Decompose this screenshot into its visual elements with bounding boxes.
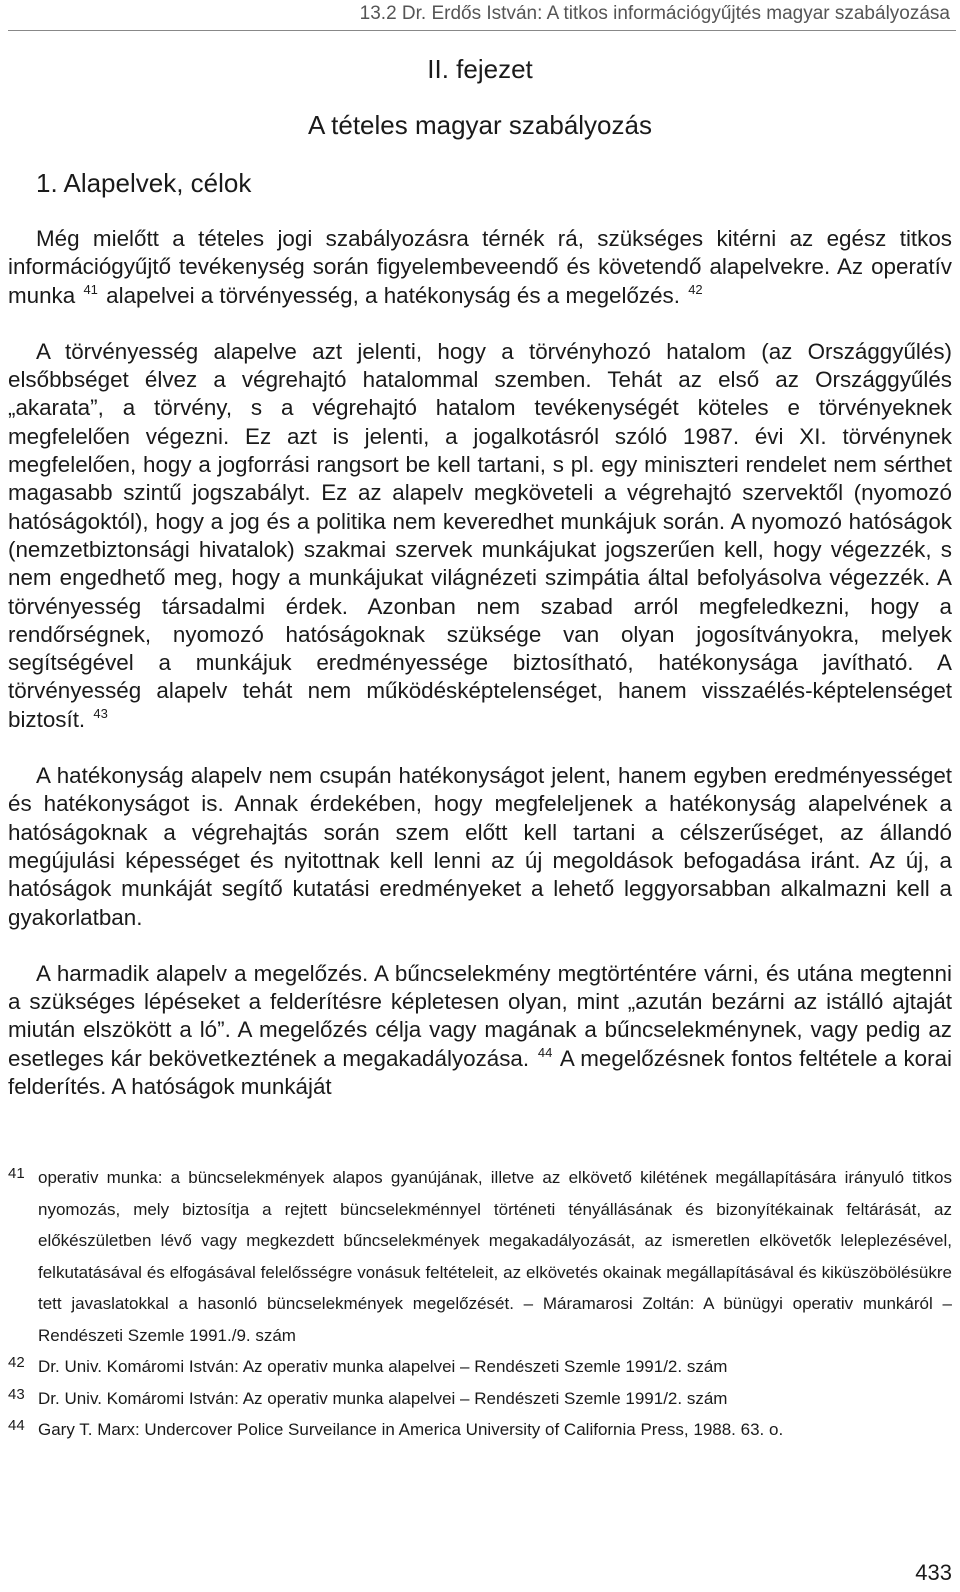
footnote	[8, 1414, 952, 1446]
paragraph-text: A megelőzésnek fontos feltétele a korai felderítés. A hatóságok munkáját	[8, 1045, 952, 1100]
footnote-ref[interactable]: 43	[93, 705, 108, 721]
footnote-text: Gary T. Marx: Undercover Police Surveilance in America University of California Press, 1988. 63. o.	[38, 1420, 784, 1439]
footnote-ref[interactable]: 41	[83, 281, 98, 297]
paragraph-text: A törvényesség alapelve azt jelenti, hogy a törvényhozó hatalom (az Országgyűlés) elsőbbséget élvez a végrehajtó hatalommal szemben. Tehát az első az Országgyűlés „akarata”, a törvény, s a végrehajtó hatalom tevékenységét köteles e törvényeknek megfelelően végezni. Ez azt is jelenti, a jogalkotásról szóló 1987. évi XI. törvénynek megfelelően, hogy a jogforrási rangsort be kell tartani, s pl. egy miniszteri rendelet nem sérthet magasabb szintű jogszabályt. Ez az alapelv megköveteli a végrehajtó szervektől (nyomozó hatóságoktól), hogy a jog és a politika nem keveredhet munkájuk során. A nyomozó hatóságok (nemzetbiztonsági hivatalok) szakmai szervek munkájukat jogszerűen kell, hogy végezzék, s nem engedhető meg, hogy a munkájukat világnézeti szimpátia által befolyásolva végezzék. A törvényesség társadalmi érdek. Azonban nem szabad arról megfeledkezni, hogy a rendőrségnek, nyomozó hatóságoknak szüksége van olyan jogosítványokra, melyek segítségével a munkájuk eredményessége biztosítható, hatékonysága javítható. A törvényesség alapelv tehát nem működésképtelenséget, hanem visszaélés-képtelenséget biztosít.	[8, 338, 952, 732]
footnote	[8, 1351, 952, 1383]
paragraph	[8, 338, 952, 734]
footnote	[8, 1383, 952, 1415]
running-header: 13.2 Dr. Erdős István: A titkos információgyűjtés magyar szabályozása	[359, 3, 950, 24]
chapter-title: A tételes magyar szabályozás	[308, 110, 652, 140]
footnote-text: Dr. Univ. Komáromi István: Az operativ munka alapelvei – Rendészeti Szemle 1991/2. szám	[38, 1388, 728, 1408]
paragraph	[8, 225, 952, 310]
paragraph-text: A hatékonyság alapelv nem csupán hatékonyságot jelent, hanem egyben eredményességet és hatékonyságot is. Annak érdekében, hogy megfeleljenek a hatékonyság alapelvének a hatóságoknak a végrehajtás során szem előtt kell tartani a célszerűséget, az állandó megújulási képességet és nyitottnak kell lenni az új megoldások befogadása iránt. Az új, a hatóságok munkáját segítő kutatási eredményeket a lehető leggyorsabban alkalmazni kell a gyakorlatban.	[8, 763, 952, 930]
section-title: 1. Alapelvek, célok	[36, 168, 252, 198]
footnote-number: 44	[8, 1417, 25, 1434]
footnote-text: Dr. Univ. Komáromi István: Az operativ munka alapelvei – Rendészeti Szemle 1991/2. szám	[38, 1357, 728, 1376]
footnote-text: operativ munka: a büncselekmények alapos gyanújának, illetve az elkövető kilétének megállapítására irányuló titkos nyomozás, mely biztosítja a rejtett büncselekménnyel történeti tényállásának és bizonyítékainak feltárását, az előkészületben lévő vagy megkezdett bűncselekmények megakadályozását, az ismeretlen elkövetők leleplezésével, felkutatásával és elfogásával felelősségre vonásuk feltételeit, az elkövetés okainak megállapításával és kiküszöbölésükre tett javaslatokkal a hasonló büncselekmények megelőzését. – Máramarosi Zoltán: A bünügyi operativ munkáról – Rendészeti Szemle 1991./9. szám	[38, 1168, 952, 1345]
footnote-number: 41	[8, 1165, 25, 1182]
paragraph-text: Még mielőtt a tételes jogi szabályozásra térnék rá, szükséges kitérni az egész titkos információgyűjtő tevékenység során figyelembeveendő és követendő alapelvekre. Az operatív munka	[8, 226, 952, 308]
footnote-number: 42	[8, 1354, 25, 1371]
paragraph	[8, 762, 952, 932]
body-text	[8, 225, 952, 1101]
paragraph	[8, 960, 952, 1101]
paragraph-text: alapelvei a törvényesség, a hatékonyság és a megelőzés.	[106, 282, 680, 308]
page-number: 433	[915, 1560, 952, 1585]
footnotes	[8, 1162, 952, 1446]
chapter-number: II. fejezet	[427, 54, 533, 84]
footnote-ref[interactable]: 42	[688, 281, 703, 297]
footnote-number: 43	[8, 1385, 25, 1403]
paragraph-text: A harmadik alapelv a megelőzés. A bűncselekmény megtörténtére várni, és utána megtenni a szükséges lépéseket a felderítésre képletesen olyan, mint „azután bezárni az istálló ajtaját miután elszökött a ló”. A megelőzés célja vagy magának a bűncselekménynek, vagy pedig az esetleges kár bekövetkeztének a megakadályozása.	[8, 960, 952, 1071]
footnote-ref[interactable]: 44	[537, 1044, 553, 1060]
footnote	[8, 1162, 952, 1351]
